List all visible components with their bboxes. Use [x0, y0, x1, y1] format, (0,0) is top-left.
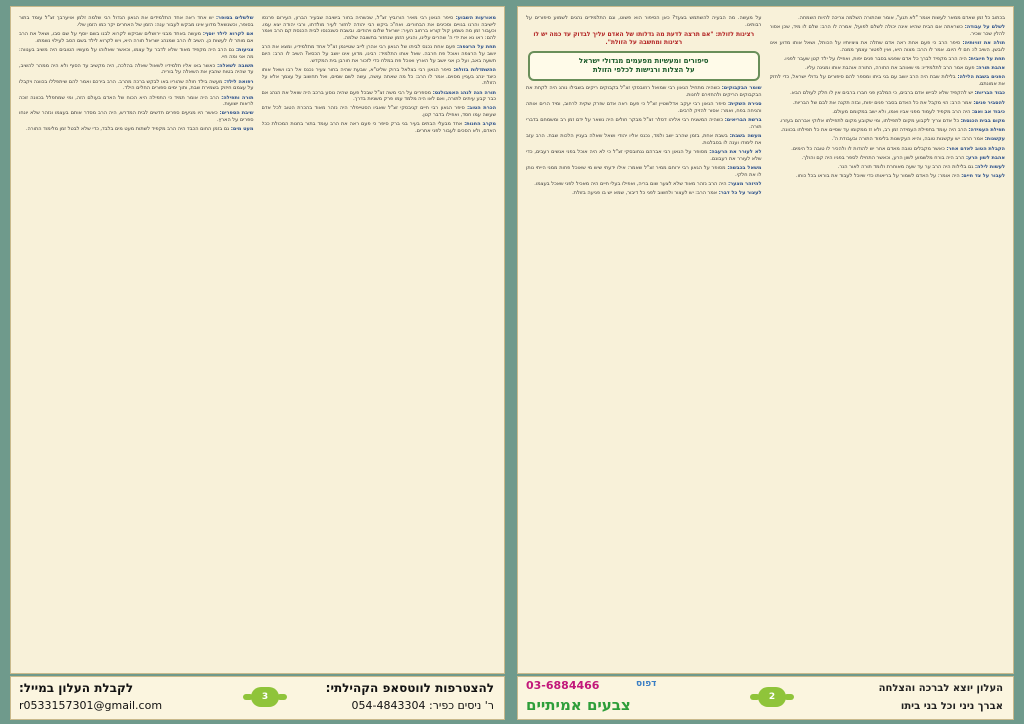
section-heading: שיבת הספרים:	[219, 110, 254, 117]
printer-brand-logo: צבעים אמיתיים	[526, 696, 631, 714]
section-text: הרב היה עומד בתפילת העמידה זמן רב, ולא זז ממקומו עד שסיים את כל תפילתו בכוונה.	[780, 127, 967, 134]
section-text: כאשר היו מגיעים ספרים חדשים לבית המדרש, היה הרב מסדר אותם בעצמו ונזהר שלא יונחו ספרים על הארץ.	[19, 110, 254, 124]
section-text: כשהיה מתחיל הגאון רבי שמואל רוזובסקי זצ"ל בקבוקים ריקים בשבילו נוהג היה לקחת את הבקבוקים הריקים ולהחזירם לחנות.	[526, 85, 762, 99]
section-text: מסופר על הגאון רבי אברהם גנחובסקי זצ"ל כי לא היה אוכל בפני אנשים רעבים, כדי שלא לעורר את רעבונם.	[526, 149, 762, 162]
intro-text: בכתוב כל זמן שאדם ממאר לעשות אומר "לא תגע", אומר שהתורה השלמה צריכה להיות השמחה.	[798, 15, 1005, 21]
section-heading: לשלם על עבודה:	[964, 24, 1005, 31]
section-text: סיפר הגאון רבי מאיר הורוביץ זצ"ל, שכשהיה בחור בישיבה שבעיר הברון, העירום פרנסו לישיבה והרגו בגויים וסכינים את הבחורים. ואח"כ ביקש רבי יהודה לחזור לעיר מולדתו, ורבי יהודה יצא עמו. וכעבור זמן מה נשמע קול קורא ברחוב העיר: ישראל שלום ויהודים. ובשבת כשנכנסו לבית הכנסת קם הרב ואמר להם: ראו נא את ידי ה' שהרים עלינו, והגיע הזמן שנחזור בתשובה שלמה.	[261, 15, 496, 42]
section-heading: הכרת הטוב:	[467, 105, 496, 112]
column-left	[19, 15, 254, 665]
section-text: גם בלילות היה הרב ער עד שעה מאוחרת ולומד תורה לאור הנר.	[837, 163, 974, 170]
section-text: פעם אמר הרב לתלמידיו: מי שאוהב את התורה, התורה אוהבת אותו ומגינה עליו.	[805, 65, 975, 72]
section-heading: תורה הנה לנהג האמבולנס:	[432, 89, 496, 96]
section-heading: לעצור על כל דבר:	[718, 190, 762, 197]
section-text: סיפר הגאון רבי יעקב אדלשטיין זצ"ל כי פעם ראה אדם שזרק שקית לרחוב, ומיד הרים אותה והניחה בפח, ואמר: אסור להזיק לרבים.	[526, 101, 762, 115]
section-heading: מעט מים:	[230, 126, 254, 133]
section-text: מעשה באחד מבני ירושלים שביקש לקרוא לבנו בשם יוסף על שם סבו, ושאל את הרב אם מותר לו לעשות כן. השיב לו הרב שמנהג ישראל תורה היא, ויש לקרוא לילד בשם הסב לעילוי נשמתו.	[19, 30, 254, 44]
section-heading: לא לעורר את הרעבה:	[709, 149, 762, 156]
intro-text: על מעשה. מה הבעיה להשתמש בצעד? כאן הסיפור הוא פשוט, וגם התלמידים נהנים לשמוע סיפורים על רבותינו.	[526, 15, 762, 28]
section-text: כאשר באו אליו תלמידיו לשאול שאלה בהלכה, היה מקשיב עד הסוף ולא היה ממהר להשיב, עד שהיה בטוח שהבין את השאלה על בוריה.	[19, 62, 254, 76]
section-text: יש להקפיד שלא לבייש אדם ברבים, כי המלבין פני חברו ברבים אין לו חלק לעולם הבא.	[790, 90, 974, 97]
section-heading: משאל בכבשה:	[727, 164, 762, 171]
section-text: הרב היה בורח מלשמוע לשון הרע, וכאשר התחילו לספר בפניו היה קם והולך.	[801, 154, 965, 161]
section-heading: תחת על הרצפה:	[457, 44, 496, 51]
section-text: הרב היה אומר תמיד כי התפילה היא הכוח של האדם בעולם הזה, ומי שמתפלל בכוונה זוכה לראות ישועות.	[19, 94, 254, 108]
section-heading: כיבוד אב ואם:	[971, 108, 1005, 115]
section-text: אמר הרב: יש לעצור ולחשוב לפני כל דיבור, שמא יש בו פגיעה בזולת.	[572, 190, 718, 197]
section-text: פעם אחת נכנס לביתו של הגאון רבי אהרן לייב שטיינמן זצ"ל אחד מתלמידיו, ומצא את הרב יושב על הרצפה ואוכל פת חרבה. שאל אותו התלמיד: רבינו, מדוע אינו יושב על הכסא? השיב לו הרב: היום תשעה באב, ועל כן אני יושב על הארץ ואוכל פת במלח כדי לזכור את חורבן בית המקדש.	[261, 44, 496, 64]
section-heading: תשובה לשאלה:	[217, 62, 254, 69]
section-text: מסופר על הגאון רבי ירוחם ממיר זצ"ל שאמר: אילו ידעתי שיש מי שאוכל פחות ממני הייתי נותן לו את חלקי.	[526, 164, 762, 178]
column-right	[262, 15, 497, 665]
section-heading: להיזהר מצער:	[728, 180, 762, 187]
section-text: כשראתה אם הבית שהיא אינה יכולה לשלם לפועל, אמרה לו הרב: שלם לו מיד, שכן אסור להלין שכר שכיר.	[769, 24, 1005, 37]
section-heading: סגירת השקית:	[727, 101, 762, 108]
printer-brand-small: דפוס	[636, 679, 657, 689]
dedication-line-1: העלון יוצא לברכה והצלחה	[878, 683, 1003, 694]
section-heading: הפנים בשבת הלילה:	[957, 74, 1005, 81]
footer-page-2	[517, 676, 1014, 720]
section-heading: מעשה בשבת:	[729, 133, 762, 140]
section-text: בלילות שבת היה הרב יושב עם בני ביתו ומספר להם סיפורים על גדולי ישראל, כדי לחזק את אמונתם.	[769, 74, 1005, 88]
section-text: מעשה בילד חולה שהוריו באו לבקש ברכה מהרב. הרב בירכם ואמר להם שיתפללו בכוונה ויקבלו על עצמם חיזוק בשמירת שבת, ותוך ימים ספורים החלים הילד.	[19, 78, 254, 92]
section-text: גם בזמן החום הכבד היה הרב מקפיד לשתות מעט מים בלבד, כדי שלא לבטל זמן מלימוד התורה.	[25, 126, 230, 133]
section-heading: לעבור על צד חיים:	[961, 173, 1005, 180]
section-heading: עקשנות:	[984, 136, 1005, 143]
section-text: היה הרב נזהר מאוד שלא לצער שום בריה, ואפילו בעלי חיים היה מאכיל לפני שאכל בעצמו.	[534, 180, 727, 187]
article-title-box	[528, 51, 760, 81]
section-text: כשהיה המשגיח רבי אליהו דסלר זצ"ל מבקר חולים היה נשאר על ידם זמן רב ומשמחם בדברי תורה.	[526, 117, 762, 130]
section-heading: שלשלים בסופר:	[215, 15, 254, 21]
printer-phone: 03-6884466	[526, 679, 600, 692]
whatsapp-join-title: להצטרפות לווטסאפ הקהילתי:	[325, 681, 494, 695]
section-heading: אם לקרוא לילד יוסף:	[202, 30, 254, 37]
dedication-line-2: אברך ניני וכל בני ביתו	[900, 701, 1003, 712]
section-text: בשבת אחת, בזמן שהרב ישב ולמד, נכנס אליו יהודי ושאל שאלה בעניין הלכות שבת. הרב עזב את לימודו וענה לו בסבלנות.	[526, 133, 762, 146]
section-text: סיפר הרב כי פעם אחת ראה אדם שתלה את ציציותיו על הכותל, ושאל אותו מדוע אינו לובשן. השיב לו: חם לי היום. אמר לו הרב: מצוה היא, ואין לפטור עצמך ממנה.	[769, 40, 1005, 53]
section-heading: הקבלת הטוב לאדם אחר:	[946, 145, 1005, 152]
email-address[interactable]: r0533157301@gmail.com	[19, 699, 163, 712]
section-text: כל אדם צריך לקבוע מקום לתפילתו, ומי שקובע מקום לתפילתו אלוקי אברהם בעזרו.	[779, 117, 960, 124]
section-heading: תורה ותפילה:	[221, 94, 254, 101]
page-3	[10, 6, 505, 674]
column-right	[770, 15, 1006, 665]
page-number-badge: 3	[251, 687, 279, 707]
section-text: סיפר הגאון רבי חיים קניבסקי זצ"ל שאביו הסטייפלר היה נזהר מאוד בהכרת הטוב לכל אדם שעשה עמו חסד, ואפילו בדבר קטן.	[261, 105, 496, 119]
section-text: מספרים על רבי משה זצ"ל שבכל פעם שהיה נוסע ברכב היה שואל את הנהג אם כבר קבע עיתים לתורה, ואם לאו היה מלמד עמו פרק משניות בדרך.	[261, 89, 496, 103]
section-text: כאשר מקבלים טובה מאדם אחר יש להודות לו ולהכיר לו טובה כל הימים.	[791, 145, 945, 152]
section-heading: מאורעות השבוע:	[455, 15, 496, 21]
section-text: אמר הרב: הוי מקבל את כל האדם בסבר פנים יפות, ובזה תקנה את לבם של הבריות.	[792, 99, 972, 106]
section-heading: כבוד הבריות:	[974, 90, 1005, 97]
section-heading: אהבת תורה:	[976, 65, 1005, 72]
column-left	[526, 15, 762, 665]
article-title: סיפורים ומעשיות מפעמים מגדולי ישראל	[578, 57, 709, 66]
section-text: אמר הרב: יש עקשנות טובה, והיא העקשנות בלימוד התורה ובעבודת ה'.	[831, 136, 984, 143]
whatsapp-contact[interactable]: ר' ניסים כפיר: 054-4843304	[351, 699, 494, 712]
section-heading: מקום בבית הכנסת:	[960, 117, 1005, 124]
section-heading: תחת על חיובית:	[968, 56, 1005, 63]
section-text: יש אחד ראה אחד התלמידים את הגאון הגדול רבי שלמה זלמן אויערבך זצ"ל עומד בתור בסופר, וכשנשאל מדוע אינו מבקש לעבור ענה: הזמן של האחרים יקר כמו הזמן שלי.	[19, 15, 254, 28]
article-subtitle: על הצלות ורגישות לכלפי הזולת	[592, 66, 695, 75]
section-heading: תפילת העמידה:	[968, 127, 1005, 134]
section-heading: רפואה לילד:	[224, 78, 254, 85]
page-2	[517, 6, 1014, 674]
footer-page-3	[10, 676, 505, 720]
section-heading: לעשות לילה:	[975, 163, 1005, 170]
section-heading: שומר הבקבוקים:	[721, 85, 762, 92]
section-text: גם הרב היה מקפיד מאוד שלא לדבר על עצמו, וכאשר שאלוהו על מעשיו הטובים היה משיב בענווה: מה אני ומה חיי.	[19, 46, 254, 60]
highlight-quote: רצינות לזולת: "אם תרצה לדעת מה גדלותו של האדם עליך לבדוק עד כמה יש לו רצינות ומחשבה על הזולת".	[533, 31, 755, 47]
section-heading: תולה את זוויותיה:	[962, 40, 1005, 47]
section-heading: מקרב החנות:	[464, 121, 496, 128]
section-heading: להסביר פנים:	[973, 99, 1005, 106]
section-text: היה אומר: על האדם לשמור על בריאותו כדי שיוכל לעבוד את בוראו בכל כוחו.	[795, 173, 960, 180]
email-signup-title: לקבלת העלון במייל:	[19, 681, 134, 695]
section-text: היה הרב מקפיד לברך כל אדם שפגש בסבר פנים יפות, ואפילו על ילד קטן שעבר לפניו.	[783, 56, 967, 63]
section-heading: אהבת לשון הרע:	[965, 154, 1005, 161]
section-heading: צניעות:	[236, 46, 254, 53]
page-number-badge: 2	[758, 687, 786, 707]
section-text: אחד מבעלי הבתים בעיר בני ברק סיפר כי פעם ראה את הרב עומד בתור בחנות המכולת ככל האדם, ולא הסכים לעבור לפני אחרים.	[261, 121, 496, 135]
section-heading: ההשתדלות בזולת:	[453, 66, 496, 73]
section-heading: ברשת הבריאים:	[724, 117, 762, 124]
section-text: היה הרב מקפיד לעמוד מפני אביו ואמו, ולא ישב במקומם מעולם.	[832, 108, 971, 115]
section-text: סיפר הגאון רבי בצלאל ברוק שליט"א, שבעת שהיה בחור צעיר נכנס אל רבו ושאל אותו כיצד ינהג בעניין מסוים. אמר לו הרב: כל מה שאתה עושה, עשה לשם שמים, ואל תחשוב על עצמך אלא על הזולת.	[261, 66, 496, 87]
